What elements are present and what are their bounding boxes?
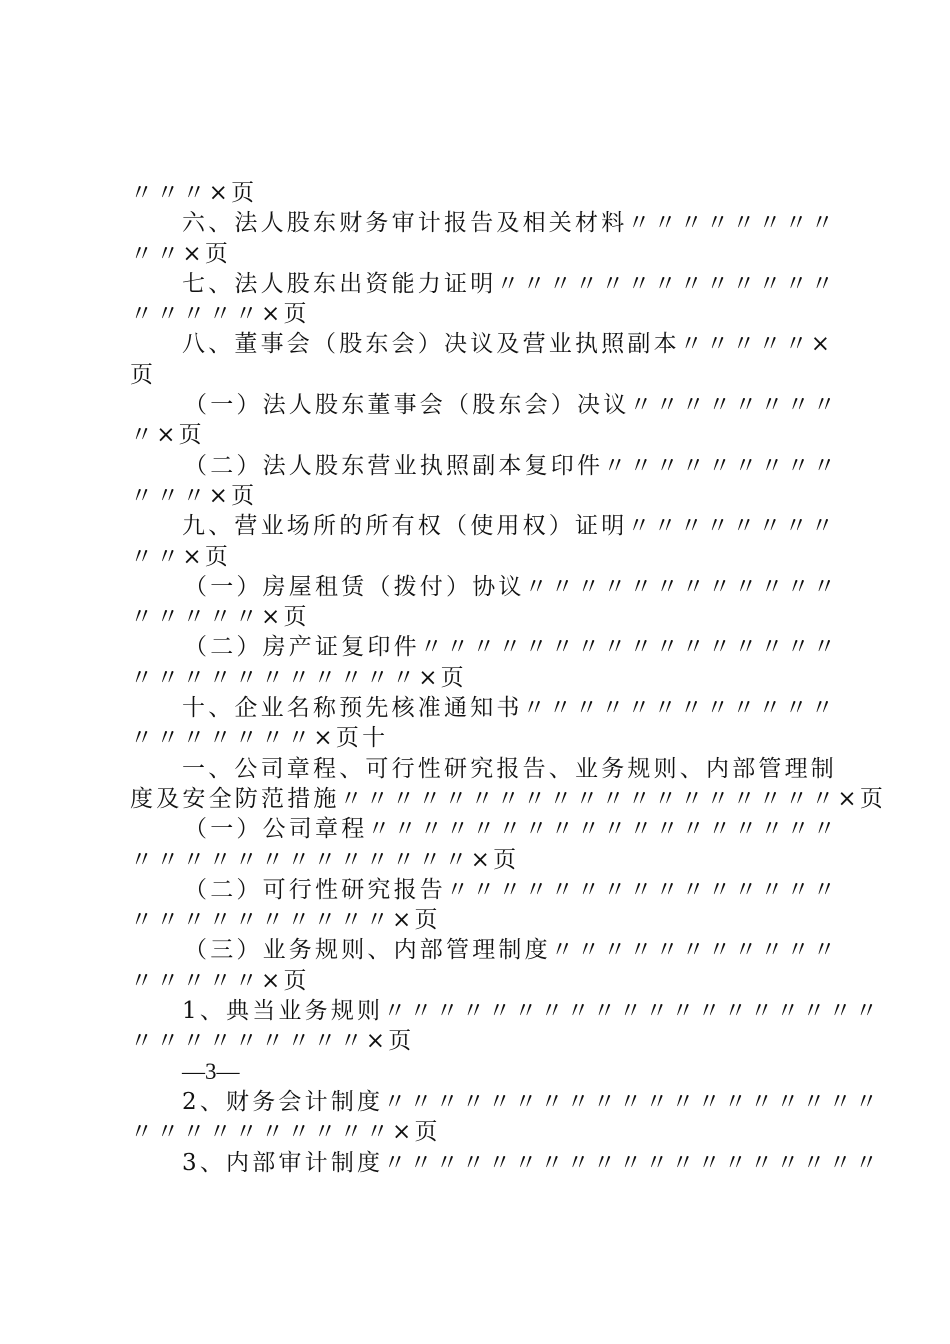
toc-line: （二）可行性研究报告〃〃〃〃〃〃〃〃〃〃〃〃〃〃〃 <box>184 876 839 903</box>
toc-line: 度及安全防范措施〃〃〃〃〃〃〃〃〃〃〃〃〃〃〃〃〃〃〃×页 <box>130 785 887 812</box>
toc-line: 六、法人股东财务审计报告及相关材料〃〃〃〃〃〃〃〃 <box>182 210 837 237</box>
toc-line: 2、财务会计制度〃〃〃〃〃〃〃〃〃〃〃〃〃〃〃〃〃〃〃 <box>182 1088 882 1115</box>
toc-line: （二）法人股东营业执照副本复印件〃〃〃〃〃〃〃〃〃 <box>184 452 839 479</box>
toc-line: （一）法人股东董事会（股东会）决议〃〃〃〃〃〃〃〃 <box>184 392 839 419</box>
toc-line: 〃×页 <box>130 422 205 449</box>
toc-line: 七、法人股东出资能力证明〃〃〃〃〃〃〃〃〃〃〃〃〃 <box>182 270 837 297</box>
toc-line: 一、公司章程、可行性研究报告、业务规则、内部管理制 <box>182 755 837 782</box>
toc-line: 〃〃〃×页 <box>130 180 258 206</box>
toc-body <box>130 178 887 1178</box>
toc-line: （一）房屋租赁（拨付）协议〃〃〃〃〃〃〃〃〃〃〃〃 <box>184 573 839 600</box>
toc-line: （二）房产证复印件〃〃〃〃〃〃〃〃〃〃〃〃〃〃〃〃 <box>184 634 839 661</box>
toc-line: 3、内部审计制度〃〃〃〃〃〃〃〃〃〃〃〃〃〃〃〃〃〃〃 <box>182 1149 882 1176</box>
toc-line: 〃〃×页 <box>130 240 232 267</box>
toc-line: （三）业务规则、内部管理制度〃〃〃〃〃〃〃〃〃〃〃 <box>184 937 839 964</box>
toc-line: 〃〃〃〃〃〃〃×页十 <box>130 725 389 752</box>
toc-line: 八、董事会（股东会）决议及营业执照副本〃〃〃〃〃× <box>182 331 834 358</box>
toc-line: 〃〃〃〃〃×页 <box>130 301 310 328</box>
toc-line: （一）公司章程〃〃〃〃〃〃〃〃〃〃〃〃〃〃〃〃〃〃 <box>184 816 839 843</box>
toc-line: 页 <box>130 361 157 388</box>
toc-line: 〃〃〃〃〃〃〃〃〃〃×页 <box>130 1119 441 1146</box>
toc-line: 〃〃〃×页 <box>130 482 258 509</box>
toc-line: 〃〃〃〃〃×页 <box>130 967 310 994</box>
toc-line: 〃〃〃〃〃〃〃〃〃〃〃×页 <box>130 664 467 691</box>
toc-line: 九、营业场所的所有权（使用权）证明〃〃〃〃〃〃〃〃 <box>182 513 837 540</box>
toc-line: 1、典当业务规则〃〃〃〃〃〃〃〃〃〃〃〃〃〃〃〃〃〃〃 <box>182 998 882 1025</box>
toc-line: 十、企业名称预先核准通知书〃〃〃〃〃〃〃〃〃〃〃〃 <box>182 695 837 722</box>
toc-line: 〃〃×页 <box>130 543 232 570</box>
page-number: —3— <box>182 1058 240 1084</box>
toc-line: 〃〃〃〃〃×页 <box>130 604 310 631</box>
toc-line: 〃〃〃〃〃〃〃〃〃〃×页 <box>130 907 441 934</box>
toc-line: 〃〃〃〃〃〃〃〃〃×页 <box>130 1028 415 1055</box>
toc-line: 〃〃〃〃〃〃〃〃〃〃〃〃〃×页 <box>130 846 520 873</box>
